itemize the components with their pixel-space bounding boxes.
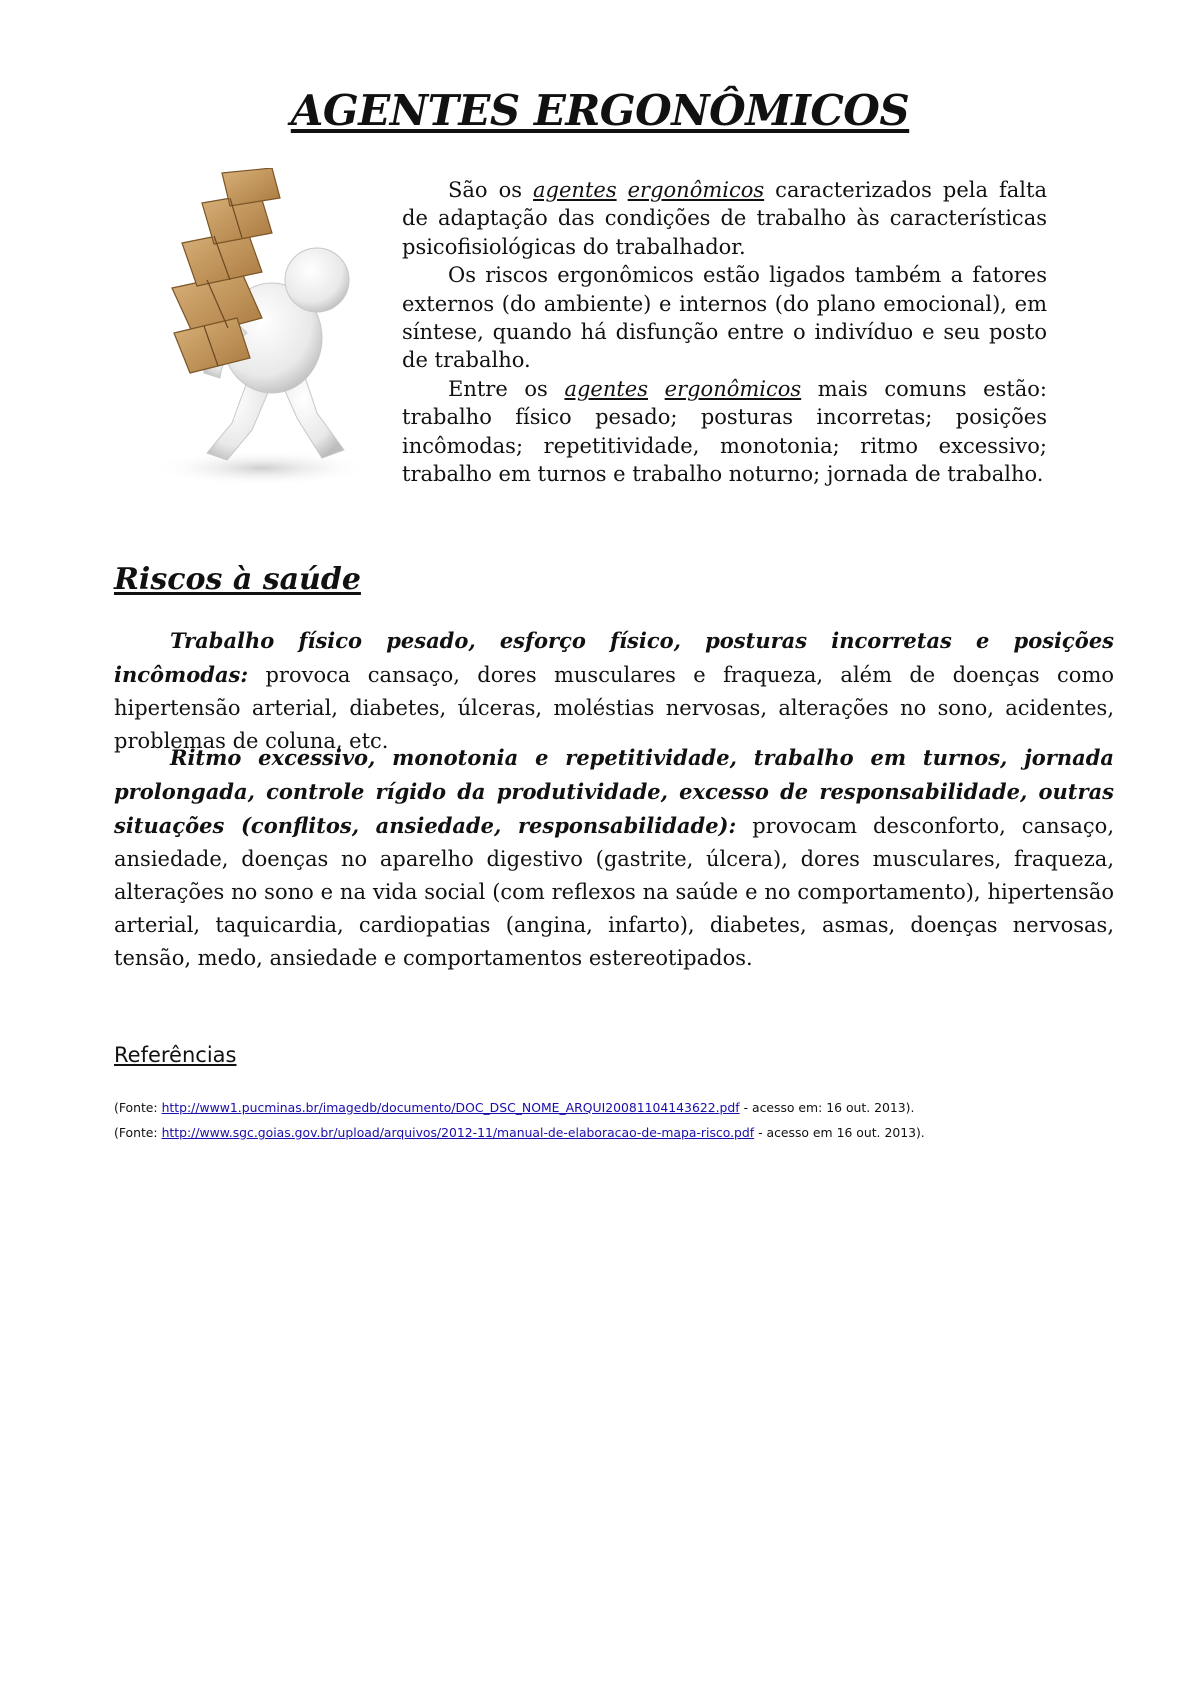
intro-p1-before: São os xyxy=(448,178,534,202)
paragraph-1-lead: Trabalho físico pesado, esforço físico, posturas incorretas e posições incômodas: xyxy=(114,628,1114,687)
page-title: AGENTES ERGONÔMICOS xyxy=(290,86,910,135)
section-heading-riscos: Riscos à saúde xyxy=(114,562,361,597)
paragraph-2-text: provocam desconforto, cansaço, ansiedade, doenças no aparelho digestivo (gastrite, úlcera), dores musculares, fraqueza, alterações no sono e na vida social (com reflexos na saúde e no comportamento), hipertensão arterial, taquicardia, cardiopatias (angina, infarto), diabetes, asmas, doenças nervosas, tensão, medo, ansiedade e comportamentos estereotipados. xyxy=(114,814,1114,970)
intro-text xyxy=(402,176,1047,488)
paragraph-2-lead: Ritmo excessivo, monotonia e repetitividade, trabalho em turnos, jornada prolongada, controle rígido da produtividade, excesso de responsabilidade, outras situações (conflitos, ansiedade, responsabilidade): xyxy=(114,745,1114,838)
health-risks-paragraph-2 xyxy=(114,741,1114,975)
reference-suffix: - acesso em 16 out. 2013). xyxy=(754,1125,925,1140)
reference-link[interactable]: http://www1.pucminas.br/imagedb/documento/DOC_DSC_NOME_ARQUI20081104143622.pdf xyxy=(161,1100,740,1115)
intro-paragraph-3 xyxy=(402,375,1047,489)
intro-p1-term-agentes: agentes xyxy=(533,178,617,202)
paragraph-1-text: provoca cansaço, dores musculares e fraqueza, além de doenças como hipertensão arterial, diabetes, úlceras, moléstias nervosas, alterações no sono, acidentes, problemas de coluna, etc. xyxy=(114,663,1114,753)
health-risks-paragraph-1 xyxy=(114,624,1114,758)
intro-paragraph-1 xyxy=(402,176,1047,261)
person-carrying-boxes-illustration xyxy=(112,168,382,493)
reference-prefix: (Fonte: xyxy=(114,1100,162,1115)
intro-p3-term-ergonomicos: ergonômicos xyxy=(664,376,802,401)
intro-p1-after: caracterizados pela falta de adaptação das condições de trabalho às características psicofisiológicas do trabalhador. xyxy=(402,178,1047,259)
intro-p3-before: Entre os xyxy=(448,376,565,401)
references-heading: Referências xyxy=(114,1043,237,1067)
intro-paragraph-2: Os riscos ergonômicos estão ligados também a fatores externos (do ambiente) e internos (do plano emocional), em síntese, quando há disfunção entre o indivíduo e seu posto de trabalho. xyxy=(402,263,1047,373)
reference-link[interactable]: http://www.sgc.goias.gov.br/upload/arquivos/2012-11/manual-de-elaboracao-de-mapa-risco.pdf xyxy=(161,1125,755,1140)
reference-prefix: (Fonte: xyxy=(114,1125,162,1140)
reference-item xyxy=(114,1100,914,1115)
reference-item xyxy=(114,1125,925,1140)
reference-suffix: - acesso em: 16 out. 2013). xyxy=(739,1100,915,1115)
intro-p1-term-ergonomicos: ergonômicos xyxy=(627,178,765,202)
intro-p3-term-agentes: agentes xyxy=(564,376,648,401)
intro-p3-after: mais comuns estão: trabalho físico pesado; posturas incorretas; posições incômodas; repetitividade, monotonia; ritmo excessivo; trabalho em turnos e trabalho noturno; jornada de trabalho. xyxy=(402,376,1048,487)
